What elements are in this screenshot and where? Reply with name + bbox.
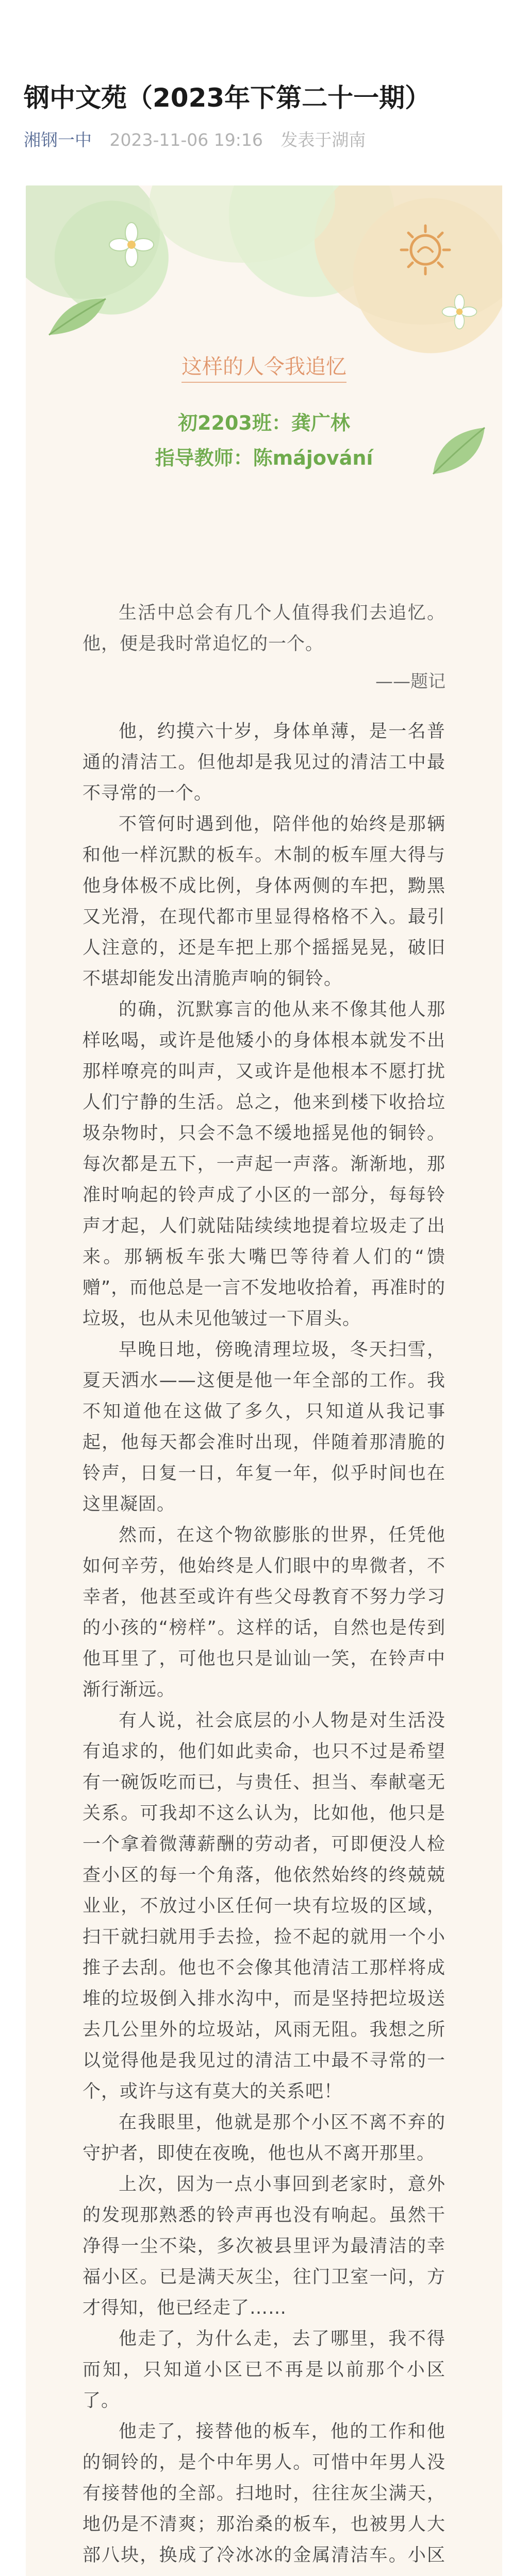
article-body xyxy=(82,716,446,2576)
article-meta xyxy=(24,127,366,150)
body-paragraph: 然而，在这个物欲膨胀的世界，任凭他如何辛劳，他始终是人们眼中的卑微者，不幸者，他甚至或许有些父母教育不努力学习的小孩的“榜样”。这样的话，自然也是传到他耳里了，可他也只是讪讪一笑，在铃声中渐行渐远。 xyxy=(82,1525,446,1700)
hero-title xyxy=(26,350,502,380)
body-paragraph: 早晚日地，傍晚清理垃圾，冬天扫雪，夏天洒水——这便是他一年全部的工作。我不知道他在这做了多久，只知道从我记事起，他每天都会准时出现，伴随着那清脆的铃声，日复一日，年复一年，似乎时间也在这里凝固。 xyxy=(82,1340,446,1515)
body-paragraph: 他，约摸六十岁，身体单薄，是一名普通的清洁工。但他却是我见过的清洁工中最不寻常的一个。 xyxy=(82,721,446,804)
header-illustration xyxy=(26,185,502,546)
body-paragraph: 他走了，接替他的板车，他的工作和他的铜铃的，是个中年男人。可惜中年男人没有接替他的全部。扫地时，往往灰尘满天，地仍是不清爽；那治桑的板车，也被男人大部八块，换成了冷冰冰的金属清洁车。小区 xyxy=(82,2421,446,2566)
leaf-icon xyxy=(428,422,490,479)
flower-icon xyxy=(108,222,155,268)
body-paragraph: 他走了，为什么走，去了哪里，我不得而知，只知道小区已不再是以前那个小区了。 xyxy=(82,2329,446,2411)
intro-signoff: ——题记 xyxy=(375,671,446,692)
article-card xyxy=(26,185,502,2576)
body-paragraph: 在我眼里，他就是那个小区不离不弃的守护者，即使在夜晚，他也从不离开那里。 xyxy=(82,2112,446,2164)
flower-icon xyxy=(441,294,477,330)
leaf-icon xyxy=(46,294,108,340)
body-paragraph: 不管何时遇到他，陪伴他的始终是那辆和他一样沉默的板车。木制的板车厘大得与他身体极不成比例，身体两侧的车把，黝黑又光滑，在现代都市里显得格格不入。最引人注意的，还是车把上那个摇摇晃晃，破旧不堪却能发出清脆声响的铜铃。 xyxy=(82,814,446,989)
hero-teacher-line: 指导教师：陈májování xyxy=(155,447,373,469)
sun-icon xyxy=(397,222,454,278)
hero-title-text: 这样的人令我追忆 xyxy=(182,355,346,383)
hero-class-line: 初2203班：龚广林 xyxy=(178,412,350,434)
article-title: 钢中文苑（2023年下第二十一期） xyxy=(24,83,431,113)
body-paragraph: 上次，因为一点小事回到老家时，意外的发现那熟悉的铃声再也没有响起。虽然干净得一尘不染，多次被县里评为最清洁的幸福小区。已是满天灰尘，往门卫室一问，方才得知，他已经走了…… xyxy=(82,2174,446,2318)
account-name-link[interactable]: 湘钢一中 xyxy=(24,130,92,150)
publish-location: 发表于湖南 xyxy=(280,130,366,150)
body-paragraph: 的确，沉默寡言的他从来不像其他人那样吆喝，或许是他矮小的身体根本就发不出那样嘹亮的叫声，又或许是他根本不愿打扰人们宁静的生活。总之，他来到楼下收拾垃圾杂物时，只会不急不缓地摇晃他的铜铃。每次都是五下，一声起一声落。渐渐地，那准时响起的铃声成了小区的一部分，每每铃声才起，人们就陆陆续续地提着垃圾走了出来。那辆板车张大嘴巴等待着人们的“馈赠”，而他总是一言不发地收拾着，再准时的垃圾，也从未见他皱过一下眉头。 xyxy=(82,999,446,1329)
publish-date: 2023-11-06 19:16 xyxy=(109,130,263,150)
body-paragraph: 有人说，社会底层的小人物是对生活没有追求的，他们如此卖命，也只不过是希望有一碗饭吃而已，与贵任、担当、奉献毫无关系。可我却不这么认为，比如他，他只是一个拿着微薄薪酬的劳动者，可即便没人检查小区的每一个角落，他依然始终的终兢兢业业，不放过小区任何一块有垃圾的区域，扫干就扫就用手去捡，捡不起的就用一个小推子去刮。他也不会像其他清洁工那样将成堆的垃圾倒入排水沟中，而是坚持把垃圾送去几公里外的垃圾站，风雨无阻。我想之所以觉得他是我见过的清洁工中最不寻常的一个，或许与这有莫大的关系吧！ xyxy=(82,1710,446,2102)
intro-text xyxy=(82,598,446,659)
intro-paragraph: 生活中总会有几个人值得我们去追忆。他，便是我时常追忆的一个。 xyxy=(82,603,446,654)
